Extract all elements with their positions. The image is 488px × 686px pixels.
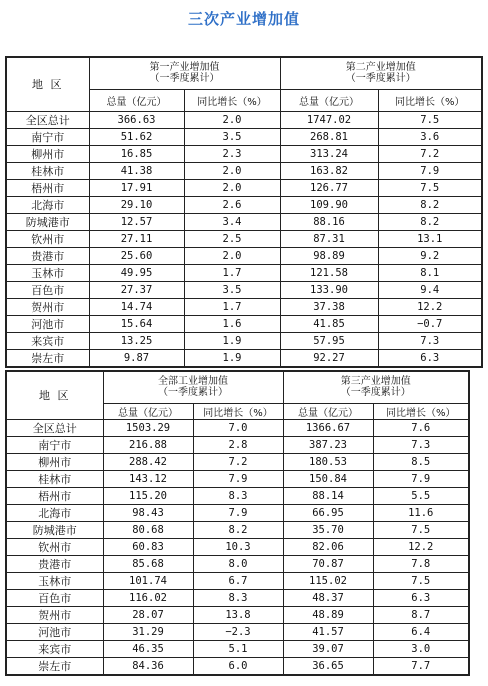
total-cell: 41.85 (280, 315, 378, 332)
total-cell: 16.85 (89, 145, 184, 162)
total-cell: 27.11 (89, 230, 184, 247)
growth-cell: 6.0 (193, 657, 283, 675)
page-title: 三次产业增加值 (187, 10, 300, 28)
total-cell: 49.95 (89, 264, 184, 281)
growth-cell: 7.8 (373, 555, 469, 572)
group-header-line: （一季度累计） (158, 387, 228, 399)
growth-cell: 1.9 (184, 332, 280, 349)
total-cell: 101.74 (103, 572, 193, 589)
total-cell: 116.02 (103, 589, 193, 606)
group-header-line: （一季度累计） (345, 73, 416, 85)
table-row (6, 453, 469, 470)
total-cell: 36.65 (283, 657, 373, 675)
total-cell: 115.02 (283, 572, 373, 589)
group-header-line: 第二产业增加值 (345, 62, 416, 74)
total-cell: 37.38 (280, 298, 378, 315)
region-cell: 柳州市 (6, 145, 89, 162)
region-cell: 来宾市 (6, 332, 89, 349)
growth-cell: 8.3 (193, 589, 283, 606)
total-cell: 66.95 (283, 504, 373, 521)
region-cell: 全区总计 (6, 419, 103, 436)
growth-cell: 7.5 (373, 521, 469, 538)
subheader-growth: 同比增长（%） (184, 89, 280, 111)
table-row (6, 111, 482, 128)
total-cell: 109.90 (280, 196, 378, 213)
total-cell: 88.16 (280, 213, 378, 230)
region-cell: 桂林市 (6, 162, 89, 179)
total-cell: 28.07 (103, 606, 193, 623)
growth-cell: 3.5 (184, 128, 280, 145)
table-row (6, 487, 469, 504)
growth-cell: 2.6 (184, 196, 280, 213)
total-cell: 39.07 (283, 640, 373, 657)
growth-cell: 3.6 (378, 128, 482, 145)
growth-cell: 7.6 (373, 419, 469, 436)
table-row (6, 606, 469, 623)
total-cell: 80.68 (103, 521, 193, 538)
total-cell: 48.37 (283, 589, 373, 606)
region-cell: 玉林市 (6, 264, 89, 281)
region-cell: 梧州市 (6, 179, 89, 196)
total-cell: 92.27 (280, 349, 378, 367)
growth-cell: 2.3 (184, 145, 280, 162)
table-row (6, 213, 482, 230)
growth-cell: 2.0 (184, 179, 280, 196)
table-row (6, 196, 482, 213)
total-cell: 143.12 (103, 470, 193, 487)
table-row (6, 179, 482, 196)
growth-cell: 7.2 (378, 145, 482, 162)
total-cell: 1503.29 (103, 419, 193, 436)
table-row (6, 281, 482, 298)
table-row (6, 657, 469, 675)
total-cell: 35.70 (283, 521, 373, 538)
total-cell: 313.24 (280, 145, 378, 162)
region-cell: 百色市 (6, 281, 89, 298)
region-cell: 北海市 (6, 504, 103, 521)
table-row (6, 640, 469, 657)
total-cell: 163.82 (280, 162, 378, 179)
total-cell: 9.87 (89, 349, 184, 367)
table-row (6, 419, 469, 436)
group-header-tertiary (283, 371, 469, 403)
growth-cell: 7.5 (378, 179, 482, 196)
growth-cell: 2.0 (184, 162, 280, 179)
group-header-line: （一季度累计） (149, 73, 220, 85)
total-cell: 41.57 (283, 623, 373, 640)
region-cell: 贵港市 (6, 247, 89, 264)
table-row (6, 247, 482, 264)
total-cell: 70.87 (283, 555, 373, 572)
growth-cell: 8.7 (373, 606, 469, 623)
total-cell: 60.83 (103, 538, 193, 555)
total-cell: 1747.02 (280, 111, 378, 128)
region-cell: 全区总计 (6, 111, 89, 128)
region-cell: 梧州市 (6, 487, 103, 504)
total-cell: 88.14 (283, 487, 373, 504)
table-row (6, 538, 469, 555)
total-cell: 25.60 (89, 247, 184, 264)
total-cell: 133.90 (280, 281, 378, 298)
region-cell: 贺州市 (6, 298, 89, 315)
table-row (6, 349, 482, 367)
total-cell: 84.36 (103, 657, 193, 675)
total-cell: 15.64 (89, 315, 184, 332)
region-cell: 贵港市 (6, 555, 103, 572)
table-row (6, 298, 482, 315)
table-row (6, 315, 482, 332)
table-row (6, 572, 469, 589)
growth-cell: 1.7 (184, 298, 280, 315)
total-cell: 1366.67 (283, 419, 373, 436)
growth-cell: 6.3 (378, 349, 482, 367)
region-cell: 河池市 (6, 315, 89, 332)
table-row (6, 470, 469, 487)
total-cell: 115.20 (103, 487, 193, 504)
total-cell: 12.57 (89, 213, 184, 230)
total-cell: 150.84 (283, 470, 373, 487)
growth-cell: 3.0 (373, 640, 469, 657)
growth-cell: 7.5 (373, 572, 469, 589)
growth-cell: 13.8 (193, 606, 283, 623)
region-header: 地 区 (6, 57, 89, 111)
growth-cell: −2.3 (193, 623, 283, 640)
region-cell: 来宾市 (6, 640, 103, 657)
group-header-primary (89, 57, 280, 89)
table-row (6, 623, 469, 640)
total-cell: 48.89 (283, 606, 373, 623)
subheader-total: 总量（亿元） (89, 89, 184, 111)
growth-cell: 7.9 (373, 470, 469, 487)
total-cell: 126.77 (280, 179, 378, 196)
region-cell: 贺州市 (6, 606, 103, 623)
growth-cell: 7.3 (378, 332, 482, 349)
region-header: 地 区 (6, 371, 103, 419)
growth-cell: 7.5 (378, 111, 482, 128)
region-cell: 玉林市 (6, 572, 103, 589)
subheader-total: 总量（亿元） (283, 403, 373, 419)
group-header-secondary (280, 57, 482, 89)
total-cell: 46.35 (103, 640, 193, 657)
growth-cell: 7.2 (193, 453, 283, 470)
total-cell: 180.53 (283, 453, 373, 470)
total-cell: 87.31 (280, 230, 378, 247)
total-cell: 41.38 (89, 162, 184, 179)
table-row (6, 436, 469, 453)
table-row (6, 504, 469, 521)
table-body (6, 111, 482, 367)
growth-cell: 8.1 (378, 264, 482, 281)
table-row (6, 521, 469, 538)
growth-cell: 9.2 (378, 247, 482, 264)
total-cell: 268.81 (280, 128, 378, 145)
industry-tertiary-table (5, 370, 470, 676)
group-header-line: 第一产业增加值 (149, 62, 220, 74)
growth-cell: 9.4 (378, 281, 482, 298)
growth-cell: 7.3 (373, 436, 469, 453)
total-cell: 387.23 (283, 436, 373, 453)
growth-cell: 8.2 (193, 521, 283, 538)
table-row (6, 264, 482, 281)
growth-cell: −0.7 (378, 315, 482, 332)
table-row (6, 162, 482, 179)
growth-cell: 2.8 (193, 436, 283, 453)
table-row (6, 230, 482, 247)
region-cell: 柳州市 (6, 453, 103, 470)
growth-cell: 2.0 (184, 247, 280, 264)
total-cell: 31.29 (103, 623, 193, 640)
total-cell: 13.25 (89, 332, 184, 349)
subheader-growth: 同比增长（%） (193, 403, 283, 419)
group-header-line: 第三产业增加值 (340, 376, 411, 388)
region-cell: 南宁市 (6, 436, 103, 453)
growth-cell: 7.9 (378, 162, 482, 179)
growth-cell: 8.0 (193, 555, 283, 572)
growth-cell: 1.9 (184, 349, 280, 367)
group-header-line: 全部工业增加值 (158, 376, 228, 388)
total-cell: 98.43 (103, 504, 193, 521)
table-row (6, 128, 482, 145)
region-cell: 崇左市 (6, 657, 103, 675)
total-cell: 288.42 (103, 453, 193, 470)
table-row (6, 589, 469, 606)
region-cell: 百色市 (6, 589, 103, 606)
total-cell: 57.95 (280, 332, 378, 349)
group-header-industry (103, 371, 283, 403)
primary-secondary-industry-table (5, 56, 483, 368)
growth-cell: 8.2 (378, 196, 482, 213)
table-body (6, 419, 469, 675)
growth-cell: 3.4 (184, 213, 280, 230)
growth-cell: 8.3 (193, 487, 283, 504)
growth-cell: 2.0 (184, 111, 280, 128)
growth-cell: 12.2 (373, 538, 469, 555)
region-cell: 北海市 (6, 196, 89, 213)
total-cell: 51.62 (89, 128, 184, 145)
total-cell: 98.89 (280, 247, 378, 264)
total-cell: 29.10 (89, 196, 184, 213)
subheader-growth: 同比增长（%） (378, 89, 482, 111)
region-cell: 防城港市 (6, 213, 89, 230)
growth-cell: 13.1 (378, 230, 482, 247)
table-row (6, 145, 482, 162)
table-row (6, 332, 482, 349)
region-cell: 南宁市 (6, 128, 89, 145)
region-cell: 防城港市 (6, 521, 103, 538)
region-cell: 钦州市 (6, 230, 89, 247)
growth-cell: 11.6 (373, 504, 469, 521)
growth-cell: 8.5 (373, 453, 469, 470)
total-cell: 14.74 (89, 298, 184, 315)
total-cell: 366.63 (89, 111, 184, 128)
total-cell: 121.58 (280, 264, 378, 281)
growth-cell: 10.3 (193, 538, 283, 555)
growth-cell: 2.5 (184, 230, 280, 247)
growth-cell: 1.6 (184, 315, 280, 332)
table-row (6, 555, 469, 572)
total-cell: 216.88 (103, 436, 193, 453)
group-header-line: （一季度累计） (340, 387, 411, 399)
total-cell: 85.68 (103, 555, 193, 572)
growth-cell: 7.9 (193, 504, 283, 521)
growth-cell: 5.5 (373, 487, 469, 504)
region-cell: 河池市 (6, 623, 103, 640)
growth-cell: 1.7 (184, 264, 280, 281)
region-cell: 钦州市 (6, 538, 103, 555)
region-cell: 崇左市 (6, 349, 89, 367)
total-cell: 82.06 (283, 538, 373, 555)
subheader-total: 总量（亿元） (280, 89, 378, 111)
growth-cell: 12.2 (378, 298, 482, 315)
growth-cell: 8.2 (378, 213, 482, 230)
region-cell: 桂林市 (6, 470, 103, 487)
growth-cell: 7.9 (193, 470, 283, 487)
subheader-total: 总量（亿元） (103, 403, 193, 419)
growth-cell: 6.4 (373, 623, 469, 640)
subheader-growth: 同比增长（%） (373, 403, 469, 419)
total-cell: 27.37 (89, 281, 184, 298)
growth-cell: 6.7 (193, 572, 283, 589)
growth-cell: 3.5 (184, 281, 280, 298)
growth-cell: 5.1 (193, 640, 283, 657)
growth-cell: 6.3 (373, 589, 469, 606)
total-cell: 17.91 (89, 179, 184, 196)
growth-cell: 7.0 (193, 419, 283, 436)
growth-cell: 7.7 (373, 657, 469, 675)
